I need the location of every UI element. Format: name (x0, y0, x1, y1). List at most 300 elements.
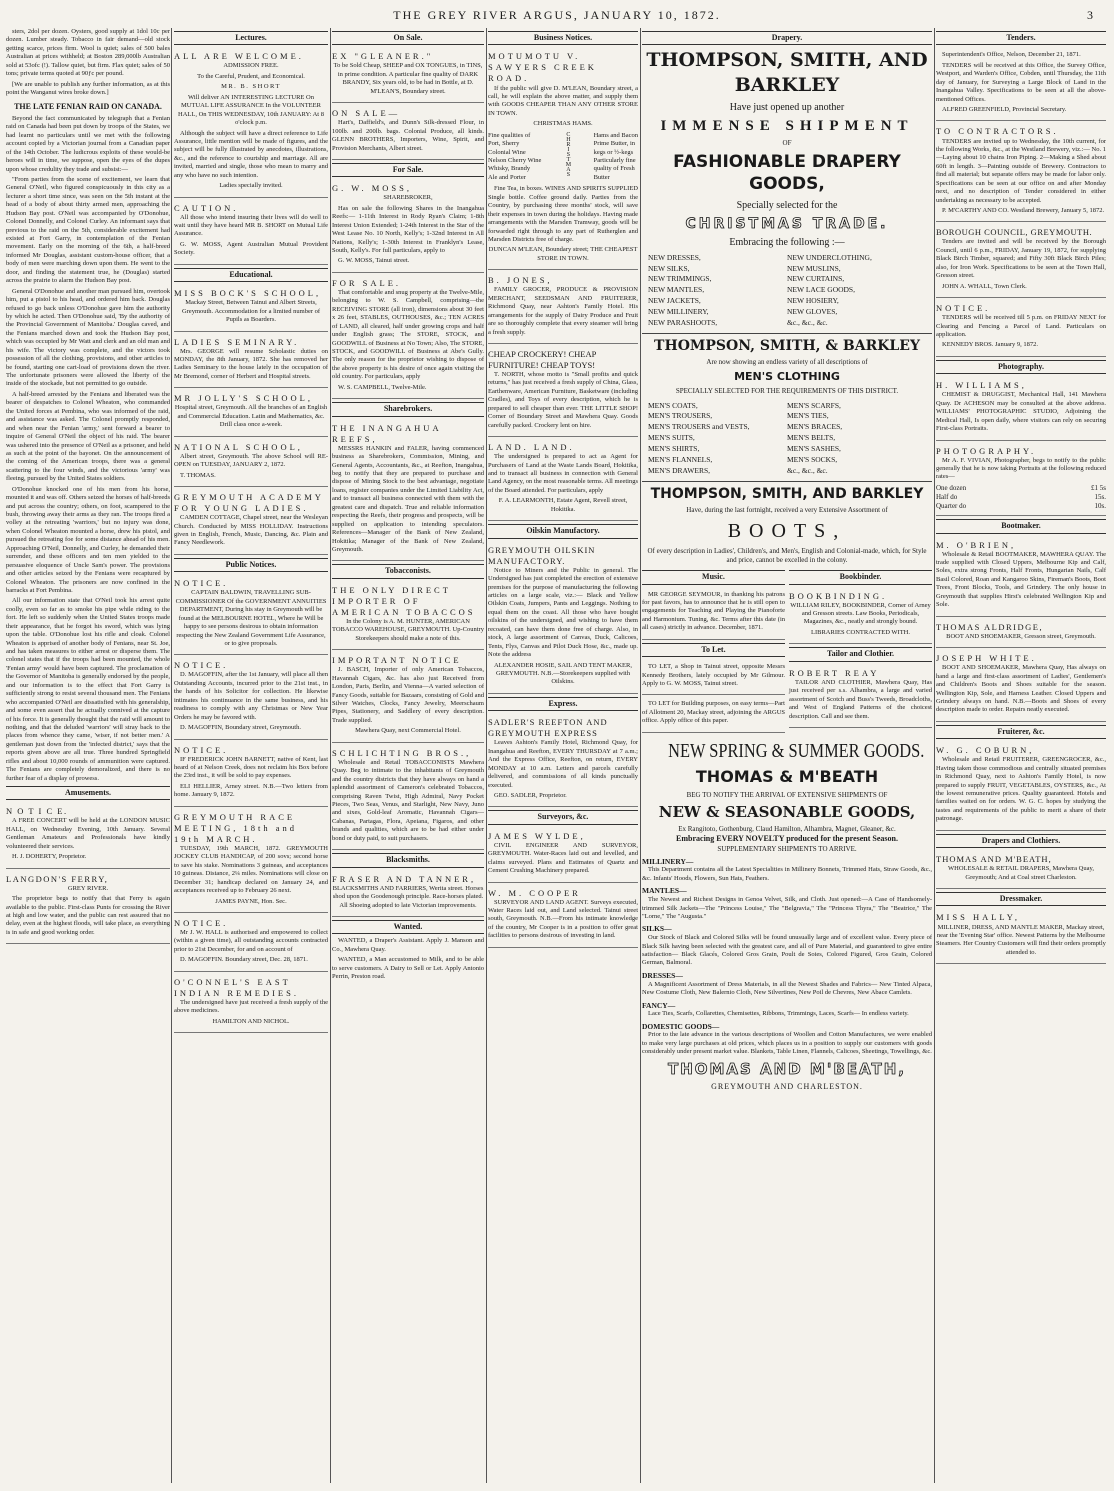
ad-body: Will deliver AN INTERESTING LECTURE On MUTUAL LIFE ASSURANCE In the VOLUNTEER HALL, On THIS WEDNESDAY, 10th JANUARY: At 8 o'clock p.m. (178, 93, 324, 127)
sale-ad (332, 48, 484, 103)
ad-body: CAPTAIN BALDWIN, TRAVELLING SUB-COMMISSIONER Of the GOVERNMENT ANNUITIES DEPARTMENT, During his stay in Greymouth will be found at the MELBOURNE HOTEL, Where he Will be happy to see persons desirous to obtain information respecting the New Zealand Government Life Assurance, or to give proposals. (175, 589, 327, 647)
section-header-drapery: Drapery. (642, 31, 932, 45)
rate-label: One dozen (936, 483, 967, 492)
notice-ad (174, 915, 328, 972)
ad-title: LADIES SEMINARY. (174, 336, 300, 347)
ad-body: Has on sale the following Shares in the Inangahua Reefs:— 1-11th Interest in Rody Ryan's Claim; 1-8th Interest Union Extended; 1-24th Interest in the Star of the West Lease No. 10 North, Kelly's; 1-32nd Interest in All Nations, Kelly's; 1-30th Interest in Franklyn's Lease, South, Kelly's. For full particulars, apply to (332, 204, 484, 255)
ad-body: MR GEORGE SEYMOUR, in thanking his patrons for past favors, has to announce that he is still open to engagements for Teaching and Playing the Pianoforte and Harmonium. Tuning, &c. Terms after this date (in all cases) strictly in advance. December, 1871. (642, 590, 785, 632)
ad-signature: ALEXANDER HOSIE, SAIL AND TENT MAKER, GREYMOUTH. N.B.—Storekeepers supplied with Oilskins. (493, 661, 632, 686)
tsb-heading: THOMPSON, SMITH, AND BARKLEY (646, 49, 928, 97)
category-text: Prior to the late advance in the various descriptions of Woollen and Cotton Manufactures, we were enabled to make very large purchases at old prices, which places us in a position to supply our customers with goods considerably under present market value. Blankets, Table Linen, Flannels, Calicoes, Sheetings, Towellings, &c. (642, 1031, 932, 1056)
article-paragraph: O'Donohue knocked one of his men from his horse, mounted it and was off. Others seized the horses of half-breeds and put across the country; others, on foot, scampered to the bush, throwing away their arms as they ran. The troops fired a volley at the retreating 'warriors,' but no injury was done, when Colonel Wheaton mounted a horse, drew his pistol, and pursued the retreating foe for some distance ahead of his men. Approaching O'Neil, Donnelly, and Curley, he demanded their surrender, and these officers and ten men yielded to the persuasive eloquence of Uncle Sam's power. The provisions and other articles seized by the Fenians were recaptured by Colonel Wheaton. The prisoners are now confined in the barracks at Fort Pembina. (6, 485, 170, 594)
small-ads-right (789, 567, 932, 735)
list-item: &c., &c., &c. (787, 317, 828, 327)
ad-body: TO LET, a Shop in Tainui street, opposite Messrs Kennedy Brothers, lately occupied by Mr Gilmour. Apply to G. W. MOSS, Tainui street. (642, 663, 785, 687)
ad-title: H. WILLIAMS, (936, 380, 1027, 391)
ad-body: To the Careful, Prudent, and Economical. (197, 72, 305, 80)
lecture-ad (174, 48, 328, 197)
ad-title: JAMES WYLDE, (488, 830, 586, 841)
christmas-vertical-text: CHRISTMAS (565, 131, 572, 177)
list-item: Port, Sherry (488, 140, 520, 148)
list-item: Prime Butter, in (593, 140, 636, 148)
bootmaker-ad (936, 650, 1106, 722)
caution-ad (174, 200, 328, 265)
ad-title: JOSEPH WHITE. (936, 653, 1037, 664)
ad-body: That comfortable and snug property at the Twelve-Mile, belonging to W. S. Campbell, comprising—the RECEIVING STORE (all iron), dimensions about 30 feet x 26 feet, STABLES, OUTHOUSES, &c.; TEN ACRES of LAND, all cleared, half under growing crops and half under English grass; The STORE, STOCK, and GOODWILL of Business at No Town; Also, The STORE, STOCK, and GOODWILL of Business at Abe's Gully. The only reason for the proprietor wishing to dispose of the above property is his desire of once again visiting the old country. For particulars, apply (332, 288, 484, 381)
ad-body: CIVIL ENGINEER AND SURVEYOR, GREYMOUTH. Water-Races laid out and levelled, and claims surveyed. Plans and Estimates of Quartz and Cement Crushing Machinery prepared. (488, 841, 638, 875)
ad-body: BLACKSMITHS AND FARRIERS, Werita street. Horses shod upon the Goodenough principle. Race-horses plated. All Shoeing adopted to late Victorian improvements. (332, 884, 484, 909)
surveyor-ad (488, 885, 638, 948)
boots-body: Of every description in Ladies', Children's, and Men's, English and Colonial-made, which, for Style and price, cannot be excelled in the colony. (647, 546, 927, 565)
list-right (787, 253, 926, 329)
rate-price: £1 5s (1091, 483, 1106, 492)
ad-title: GREYMOUTH RACE MEETING, 18th and 19th MARCH. (174, 811, 298, 844)
school-ad (174, 334, 328, 389)
ad-signature: HAMILTON AND NICHOL. (212, 1017, 290, 1025)
of-text: OF (782, 139, 792, 148)
ad-body: Mr A. F. VIVIAN, Photographer, begs to notify to the public generally that he is now taking Portraits at the following reduced rates— (936, 456, 1106, 481)
tobacco-ad (332, 652, 484, 743)
oilskin-ad (488, 542, 638, 694)
ad-body: To be Sold Cheap, SHEEP and OX TONGUES, in TINS, in prime condition. A particular fine quality of DARK BRANDY, Six years old, to be had in Bottle, at D. M'LEAN'S, Boundary street. (333, 62, 483, 95)
race-meeting-ad (174, 809, 328, 913)
ad-subtitle: ADMISSION FREE. (223, 62, 279, 70)
ad-title: LANGDON'S FERRY, (6, 873, 109, 884)
ad-title: M. O'BRIEN, (936, 539, 1017, 550)
list-item: Butter (593, 173, 610, 181)
ad-signature: ELI HELLIER, Arney street. N.B.—Two letters from home. January 9, 1872. (174, 782, 328, 799)
remedies-ad (174, 974, 328, 1033)
section-header-blacksmiths: Blacksmiths. (332, 853, 484, 867)
ad-signature: G. W. MOSS, Tainui street. (338, 257, 410, 265)
category-text: A Magnificent Assortment of Dress Materials, in all the Newest Shades and Fabrics— New Tinted Alpaca, New Costume Cloth, New Balernio Cloth, New Silvertines, New Poil de Chevres, New Abace Camlets. (642, 980, 932, 997)
ad-body: Mackay Street, Between Tainui and Albert Streets, Greymouth. Accommodation for a limited number of Pupils as Boarders. (181, 299, 321, 324)
notice-ad (174, 657, 328, 739)
category-list (642, 857, 932, 1057)
ad-title: GREYMOUTH OILSKIN MANUFACTORY. (488, 544, 596, 566)
seasonable-heading: NEW & SEASONABLE GOODS, (658, 802, 916, 821)
list-item: MEN'S SHIRTS, (648, 444, 700, 454)
list-left (648, 401, 787, 477)
ad-body: IF FREDERICK JOHN BARNETT, native of Kent, last heard of at Nelson Creek, does not reclaim his Box before the 23rd inst., it will be sold to pay expenses. (174, 755, 328, 780)
list-item: MEN'S SCARFS, (787, 400, 841, 410)
ad-body: CAMDEN COTTAGE, Chapel street, near the Wesleyan Church. Conducted by MISS HOLLIDAY. Instructions given in English, French, Music, Dancing, &c. Plain and Fancy Needlework. (174, 514, 328, 547)
ad-title: BOOKBINDING. (789, 590, 888, 601)
ad-title: NATIONAL SCHOOL, (174, 441, 303, 452)
ad-title: ROBERT REAY (789, 667, 880, 678)
column-rule (640, 28, 641, 1483)
ad-title: ALL ARE WELCOME. (174, 51, 304, 62)
wanted-ad: WANTED, a Man accustomed to Milk, and to be able to serve customers. A Dairy to Sell or Let. Apply Antonio Perrin, Preston road. (332, 956, 484, 981)
list-item: &c., &c., &c. (787, 465, 828, 475)
notice-ad (174, 575, 328, 655)
list-item: NEW MILLINERY, (648, 307, 709, 317)
ad-body: Wholesale & Retail BOOTMAKER, MAWHERA QUAY. The trade supplied with Closed Uppers, Melbourne Kip and Calf, Soles, extra strong Fronts, Half Fronts, Hungarian Nails, Calf Basil Colored, Roan and Kangaroo Skins, Fireman's Boots, Boot Trees, Front Blocks, Tools, and Grindery. The only house in Greymouth that supplies Hirst's celebrated Wellington Kip and Sole. (936, 550, 1106, 609)
ad-title: NOTICE. (936, 303, 991, 314)
ad-subtitle: SHAREBROKER, (383, 194, 433, 202)
category-name: DRESSES— (642, 970, 683, 980)
lecturer-name: MR. B. SHORT (221, 83, 281, 91)
list-item: Hams and Bacon (593, 131, 638, 139)
contractors-ad (936, 123, 1106, 222)
list-item: NEW UNDERCLOTHING, (787, 252, 872, 262)
list-item: MEN'S BELTS, (787, 433, 836, 443)
ad-signature: H. J. DOHERTY, Proprietor. (12, 853, 87, 861)
list-item: Fine qualities of (488, 131, 531, 139)
ad-body: Hospital street, Greymouth. All the branches of an English and Commercial Education. Latin and Mathematics, &c. Drill class once a-week. (174, 404, 328, 429)
category-text: The Newest and Richest Designs in Genoa Velvet, Silk, and Cloth. Just opened:—A Case of Handsomely-trimmed Silk Jackets—The "Princess Louise," The "Belgravia," The "Princess Thyra," The "Beatrice," The "Lorne," The "Augusta." (642, 896, 932, 920)
school-ad (174, 439, 328, 487)
school-ad (174, 285, 328, 331)
column-2 (174, 28, 328, 1483)
list-item: NEW PARASHOOTS, (648, 317, 718, 327)
section-header-for-sale: For Sale. (332, 163, 484, 177)
surveyor-ad (488, 828, 638, 883)
ad-title: EX "GLEANER." (332, 51, 434, 62)
ad-body: WILLIAM RILEY, BOOKBINDER, Corner of Arney and Gresson streets. Law Books, Periodicals, Magazines, &c., neatly and strongly bound. (790, 601, 931, 626)
divider (642, 333, 932, 334)
ad-body: TENDERS are invited up to Wednesday, the 10th current, for the following Works, &c., at the Westland Brewery, viz.:— No. 1—Laying about 10 chains Iron Piping. 2—Making a Shed about 60ft in length. 3—Painting outside of Brewery. Contractors to find all material; but separate offers may be made for labor only. Specifications can be seen at our office on and after Monday next, and no description of Tender considered in either undertaking as necessary to be accepted. (936, 137, 1106, 204)
category-name: MANTLES— (642, 886, 687, 896)
ad-title: CHEAP CROCKERY! CHEAP FURNITURE! CHEAP TOYS! (488, 348, 596, 370)
express-ad (488, 714, 638, 807)
category-fancy (642, 1001, 932, 1019)
christmas-trade-heading: CHRISTMAS TRADE. (685, 215, 889, 232)
column-rule (934, 28, 935, 1483)
borough-ad (936, 224, 1106, 298)
list-item: Whisky, Brandy (488, 165, 531, 173)
ad-title: FOR SALE. (332, 277, 402, 288)
ad-title: W. M. COOPER (488, 887, 581, 898)
tobacco-ad (332, 745, 484, 850)
christmas-table (488, 132, 638, 183)
list-item: MEN'S TROUSERS, (648, 411, 713, 421)
ad-signature: T. THOMAS. (180, 471, 216, 479)
blacksmith-ad (332, 871, 484, 917)
column-6 (936, 28, 1106, 1483)
ad-body: T. NORTH, whose motto is "Small profits and quick returns," has just received a fresh supply of China, Glass, Earthenware, American Furniture, Basketware (including Cradles), and Toys of every description, which he is prepared to sell cheaper than ever. THE LITTLE SHOP! Corner of Boundary Street and Mawhera Quay. Goods carefully packed. Crockery lent on hire. (488, 371, 638, 429)
list-item: Colonial Wine (488, 148, 526, 156)
article-paragraph: Beyond the fact communicated by telegraph that a Fenian raid on Canada had been put down by troops of the States, we had learnt no particulars until we met with the following account copied by a Victorian journal from a Canadian paper of the 14th October. The ludicrous exploits of these would-be heroes will in time, we suppose, open the eyes of the dupes upon whose credulity they trade and subsist:— (6, 114, 170, 173)
ad-body: D. MAGOFFIN, after the 1st January, will place all then Outstanding Accounts, incurred prior to the 21st inst., in the hands of his Solicitor for collection. He likewise intimates his continuance in the same business, and his readiness to comply with any Christmas or New Year Orders he may be favored with. (174, 671, 328, 721)
ad-title: TO CONTRACTORS. (936, 126, 1059, 137)
ad-signature: GEO. SADLER, Proprietor. (494, 791, 567, 799)
ad-title: THE ONLY DIRECT IMPORTER OF AMERICAN TOBACCOS (332, 584, 476, 617)
list-item: NEW MANTLES, (648, 285, 705, 295)
ad-body: SURVEYOR AND LAND AGENT. Surveys executed, Water Races laid out, and Land selected. Tainui street south, Greymouth. N.B.—From his intimate knowledge of the country, Mr Cooper is in a position to offer great facilities to persons desirous of investing in land. (488, 898, 638, 940)
ad-body: If the public will give D. M'LEAN, Boundary street, a call, he will explain the above matter, and supply them with GOODS CHEAPER THAN ANY OTHER STORE IN TOWN. (488, 84, 638, 117)
ad-title: PHOTOGRAPHY. (936, 445, 1037, 456)
section-header-business-notices: Business Notices. (488, 31, 638, 45)
section-header-dressmaker: Dressmaker. (936, 892, 1106, 906)
ad-body: Mrs. GEORGE will resume Scholastic duties on MONDAY, the 8th January, 1872. She has removed her Ladies Seminary to the house lately in the occupation of Mr Bremond, corner of Herbert and Hospital streets. (174, 347, 328, 380)
fruiterer-ad (936, 742, 1106, 831)
list-item: MEN'S BRACES, (787, 422, 843, 432)
tsb-subheading: Have just opened up another (729, 101, 845, 113)
received-text: Have, during the last fortnight, received a very Extensive Assortment of (686, 505, 888, 514)
tobacco-ad (332, 582, 484, 650)
fashionable-heading: FASHIONABLE DRAPERY GOODS, (673, 152, 901, 195)
ad-title: LAND. LAND. (488, 442, 575, 453)
to-let-ad (642, 697, 785, 732)
music-ad (642, 588, 785, 640)
section-header-fruiterer: Fruiterer, &c. (936, 725, 1106, 739)
list-item: NEW GLOVES, (787, 307, 838, 317)
ad-body: The undersigned is prepared to act as Agent for Purchasers of Land at the Waste Lands Board, Hokitika, and to transact all business in connection with General Land Agency, on the most reasonable terms. All meetings of the Board attended. For particulars, apply (488, 453, 638, 494)
market-report: sters, 2dol per dozen. Oysters, good supply at 1dol 10c per dozen. Lumber steady. Tobacco in fair demand—old stock getting scarce, prices firm. Wool is quiet; sales of 500 bales Australian at prices withheld; at Boston 289,000lb Australian sold at 53ofc (!). Tallow quiet, but firm. Flax quiet; sales of 50 tons; private terms quoted at 90ƒc per pound. (6, 28, 170, 78)
novelty-text: Embracing EVERY NOVELTY produced for the present Season. (676, 834, 898, 844)
thomas-mbeath-heading: THOMAS & M'BEATH (695, 766, 879, 786)
wine-list (488, 132, 541, 183)
ad-body: Tenders are invited and will be received by the Borough Council, until 6 p.m., FRIDAY, January 19, 1872, for supplying Black Birch Timber, squared; and Fifty 30ft Black Birch Piles; also, for Iron Work. Specifications to be seen at the Town Hall, Gresson street. (936, 238, 1106, 280)
masthead-title: THE GREY RIVER ARGUS, JANUARY 10, 1872. (393, 8, 721, 22)
thomas-mbeath-footer: THOMAS AND M'BEATH, (667, 1059, 907, 1078)
rate-row (936, 484, 1106, 493)
ham-list (594, 132, 638, 183)
list-item: Particularly fine (593, 157, 636, 165)
list-item: Nelson Cherry Wine (488, 157, 542, 165)
ad-body: TUESDAY, 19th MARCH, 1872. GREYMOUTH JOCKEY CLUB HANDICAP, of 200 sovs; second horse to save his stake. Nominations 3 guineas, and acceptances 10 guineas. Distance, 2¼ miles. Nominations will close on December 31; handicap declared on January 24, and acceptances received up to February 26 next. (174, 844, 328, 895)
boots-heading: BOOTS, (727, 519, 847, 542)
wanted-ad: WANTED, a Draper's Assistant. Apply J. Manson and Co., Mawhera Quay. (332, 937, 484, 953)
small-ads-grid (642, 567, 932, 735)
category-name: DOMESTIC GOODS— (642, 1021, 720, 1031)
tsb-heading-2: THOMPSON, SMITH, & BARKLEY (654, 337, 920, 354)
list-item: NEW LACE GOODS, (787, 285, 855, 295)
section-header-wanted: Wanted. (332, 920, 484, 934)
ad-body: FAMILY GROCER, PRODUCE & PROVISION MERCHANT, SEEDSMAN AND FRUITERER, Richmond Quay, near Ashton's Family Hotel. His arrangements for the supply of Dairy Produce and Fruit are so thoroughly complete that every steamer will bring a fresh supply. (488, 286, 638, 336)
ad-body: The proprietor begs to notify that that Ferry is again available to the public. First-class Punts for crossing the River at high and low water, and the public can rest assured that no delay, even at the highest floods, will take place, as everything is in safe and good working order. (6, 895, 170, 936)
new-spring-heading: NEW SPRING & SUMMER GOODS. (668, 739, 925, 762)
ad-signature: F. A. LEARMONTH, Estate Agent, Revell street, Hokitika. (498, 497, 628, 513)
property-ad (332, 275, 484, 399)
dressmaker-ad (936, 909, 1106, 964)
divider (642, 481, 932, 482)
section-header-music: Music. (642, 570, 785, 584)
ad-footer: Ladies specially invited. (219, 182, 283, 190)
land-ad (488, 439, 638, 521)
column-rule (486, 28, 487, 1483)
ad-body: Wholesale and Retail TOBACCONISTS Mawhera Quay. Beg to intimate to the inhabitants of Greymouth and the country districts that they have always on hand a splendid assortment of Cameron's celebrated Tobaccos, comprising Raven Twist, High Admiral, Navy Pocket Pieces, Two Seas, Venus, and Starlight, New Navy, Juno and sixes, Gold-leaf Aromatic, Havannah Cigars—Cabanas, Partagas, Flora, Apeiana, Figaros, and other brands and qualities, which are to be had either under bond or duty paid, to suit purchasers. (332, 758, 484, 842)
notice-ad (936, 300, 1106, 357)
section-header-educational: Educational. (174, 268, 328, 282)
ad-body: MILLINER, DRESS, AND MANTLE MAKER, Mackay street, near the 'Evening Star' office. Newest Patterns by the Melbourne Steamers. Her Country Customers will find their orders promptly attended to. (936, 923, 1106, 956)
rate-row (936, 493, 1106, 502)
section-header-lectures: Lectures. (174, 31, 328, 45)
rate-price: 10s. (1094, 502, 1106, 511)
ad-title: W. G. COBURN, (936, 745, 1035, 756)
section-header-express: Express. (488, 697, 638, 711)
ad-title: MOTUMOTU V. SAWYERS CREEK ROAD. (488, 51, 597, 84)
list-right (787, 401, 926, 477)
category-domestic (642, 1022, 932, 1057)
list-item: MEN'S DRAWERS, (648, 465, 711, 475)
ad-signature: G. W. MOSS, Agent Australian Mutual Provident Society. (174, 240, 328, 257)
list-item: MEN'S SASHES, (787, 444, 841, 454)
drapery-list (648, 253, 926, 329)
ad-title: THOMAS ALDRIDGE, (936, 621, 1044, 632)
mens-clothing-heading: MEN'S CLOTHING (734, 370, 840, 384)
list-item: NEW CURTAINS, (787, 274, 845, 284)
ad-body: TENDERS will be received till 5 p.m. on FRIDAY NEXT for Clearing and Fencing a Parcel of Land. Particulars on application. (936, 314, 1106, 339)
section-header-surveyors: Surveyors, &c. (488, 810, 638, 824)
ad-signature: Mawhera Quay, next Commercial Hotel. (355, 727, 461, 735)
list-item: quality of Fresh (593, 165, 635, 173)
shares-ad (332, 180, 484, 273)
ad-title: THOMAS AND M'BEATH, (936, 854, 1052, 865)
category-name: MILLINERY— (642, 856, 694, 866)
ad-body: BOOT AND SHOEMAKER, Gresson street, Greymouth. (946, 632, 1096, 640)
ad-footer: LIBRARIES CONTRACTED WITH. (810, 628, 910, 636)
ad-subtitle: GREY RIVER. (67, 884, 109, 892)
section-header-tailor: Tailor and Clothier. (789, 647, 932, 661)
category-name: FANCY— (642, 1000, 676, 1010)
ad-body: Leaves Ashton's Family Hotel, Richmond Quay, for Inangahua and Reefton, EVERY THURSDAY at 7 a.m.; And the Express Office, Reefton, on return, EVERY MONDAY at 10 a.m. Letters and parcels carefully delivered, and commissions of all kinds punctually executed. (488, 739, 638, 789)
section-header-bookbinder: Bookbinder. (789, 570, 932, 584)
beg-text: BEG TO NOTIFY THE ARRIVAL OF EXTENSIVE SHIPMENTS OF (686, 790, 888, 799)
ad-body: Wholesale and Retail FRUITERER, GREENGROCER, &c., Having taken those commodious and centrally situated premises in Richmond Quay, next to Ashton's Family Hotel, is now prepared to supply FRUIT, VEGETABLES, OYSTERS, &c., At the lowest remunerative prices. Quality guaranteed. Hotels and families waited on for orders. W. G. C. hopes by studying the tastes and requirements of the public to merit a share of their patronage. (936, 756, 1106, 823)
category-mantles (642, 886, 932, 921)
ad-subtitle: CHRISTMAS HAMS. (533, 120, 593, 128)
concert-notice (6, 803, 170, 868)
ad-title: N O T I C E. (6, 806, 68, 817)
ad-body: BOOT AND SHOEMAKER, Mawhera Quay, Has always on hand a large and first-class assortment of Ladies', Gentlemen's and Children's Boots and Shoes suitable for the season. Wellington Kip, Sole, and Harness Leather. Closed Uppers and Grindery always on hand. N.B.—Boots and Shoes of every description made to order. Repairs neatly executed. (936, 664, 1106, 714)
ad-body: Although the subject will have a direct reference to Life Assurance, little mention will be made of figures, and the subject will be fully illustrated by anecdotes, illustrations, &c., and the reference to courtship and marriage. All are invited, married and single, those who mean to marry and any who have no such intention. (174, 129, 328, 179)
page-number: 3 (1087, 8, 1094, 22)
column-1 (6, 28, 170, 1483)
ad-title: NOTICE. (174, 660, 229, 671)
category-text: Lace Ties, Scarfs, Collarettes, Chemisettes, Ribbons, Trimmings, Laces, Scarfs— In endless variety. (648, 1010, 909, 1018)
ad-body: Hart's, Daffield's, and Dunn's Silk-dressed Flour, in 100lb. and 200lb. bags. Colonial Produce, all kinds. GLENN BROTHERS, Importers, Wine, Spirit, and Provision Merchants, Albert street. (332, 119, 484, 152)
ad-body: A FREE CONCERT will be held at the LONDON MUSIC HALL, on Wednesday Evening, 10th January. Several Gentleman Amateurs and Professionals have kindly volunteered their services. (6, 817, 170, 850)
supplementary-text: SUPPLEMENTARY SHIPMENTS TO ARRIVE. (717, 844, 857, 853)
ad-title: NOTICE. (174, 578, 229, 589)
bootmaker-ad (936, 619, 1106, 648)
column-rule (330, 28, 331, 1483)
section-header-public-notices: Public Notices. (174, 558, 328, 572)
masthead (0, 8, 1114, 23)
to-let-ad (642, 660, 785, 695)
section-header-on-sale: On Sale. (332, 31, 484, 45)
list-item: NEW TRIMMINGS, (648, 274, 712, 284)
article-paragraph: All our information state that O'Neil took his arrest quite coolly, even so far as to smoke his pipe while riding to the fort. He left so suddenly when the United States troops made their appearance, that he forgot his sword, which was lying upon the table. O'Donohue lost his rifle and cloak. Colonel Wheaton is apprised of another body of Fenians, near St. Joe, and has taken measures to either arrest or disperse them. The colonel states that if the troops had been mounted, the whole 'Fenian army' would have been captured. The proclamation of the Governor of Manitoba is generally endorsed by the people, and our information is to the effect that Fort Garry is sufficiently strong to resist several thousand men. The Fenians who accompanied O'Neil are dissatisfied with his generalship, and some even assert that he actually connived at the capture of his force. It is generally thought that the raid will amount to nothing, and that the deluded 'warriors' will stray back to the places from whence they came, 'wiser, if not better men.' A gentleman just down from the 'infected district,' says that the reports given above are all true. Three hundred Springfield rifles and about 10,000 rounds of ammunition were captured. The Fenians are completely demoralized, and there is no further fear of a display of prowess. (6, 597, 170, 782)
ad-body: J. BASCH, Importer of only American Tobaccos, Havannah Cigars, &c. has also just Received from London, Paris, Berlin, and Vienna—A varied selection of Fancy Goods, suitable for Bazaars, consisting of Gold and Silver Watches, Clocks, Fancy Jewelry, Meerschaum Pipes, Stationery, and Saddlery of every description. Trade supplied. (332, 666, 484, 724)
list-item: NEW DRESSES, (648, 252, 701, 262)
greymouth-charleston: GREYMOUTH AND CHARLESTON. (711, 1082, 863, 1092)
column-3 (332, 28, 484, 1483)
ad-title: IMPORTANT NOTICE (332, 655, 462, 666)
category-millinery (642, 857, 932, 884)
article-paragraph: General O'Donohue and another man pursued him, overtook him, put a pistol to his head, and ordered him back. Douglas refused to go back unless O'Donohue gave him the authority by which he acted. Then O'Donohue said, 'By the authority of the Provincial Government of Manitoba.' Douglas caved, and the Fenians marched down and took the Hudson Bay post, which was occupied by Mr Watt and clerk and an old man and his wife. The victory was complete, and the victors took possession of all the clothing, provisions, and other articles to be found, starting one cart-load of provisions down the river. The unfortunate prisoners were allowed the liberty of the inside of the stockade, but not permitted to go outside. (6, 287, 170, 388)
list-left (648, 253, 787, 329)
list-item: kegs or ½-kegs (593, 148, 634, 156)
ad-body: MESSRS HANKIN and FALER, having commenced business as Sharebrokers, Commission, Mining, and General Agents, Accountants, &c., at Reefton, Inangahua, beg to notify that they are prepared to purchase and dispose of Mining Stock to the best advantage, negotiate loans, register companies under the Limited Liability Act, and to transact all business connected with them with the greatest care and dispatch. True and reliable information respecting the Reefs, their progress and prospects, will be supplied on application to intending speculators. References—Manager of the Bank of New Zealand, Hokitika; Manager of the Bank of New Zealand, Greymouth. (332, 444, 484, 553)
specially-text: Specially selected for the (736, 199, 838, 211)
ad-signature: D. MAGOFFIN, Boundary street, Greymouth. (180, 724, 301, 732)
ad-signature: P. M'CARTHY AND CO. Westland Brewery, January 5, 1872. (942, 207, 1105, 214)
ad-body: Albert street, Greymouth. The above School will RE-OPEN on TUESDAY, JANUARY 2, 1872. (174, 452, 328, 469)
ad-title: FRASER AND TANNER, (332, 873, 477, 884)
ad-body: TENDERS will be received at this Office, the Survey Office, Westport, and Warden's Office, Cobden, until Thursday, the 11th day of January, for Surveying a Large Block of Land in the Inangahua Valley. Specifications to be seen at all the above-mentioned Offices. (936, 61, 1106, 103)
section-header-tenders: Tenders. (936, 31, 1106, 45)
list-item: NEW SILKS, (648, 263, 690, 273)
rate-label: Quarter do (936, 502, 967, 511)
ad-body: TO LET for Building purposes, on easy terms—Part of Allotment 20, Mackay street, adjoining the ARGUS office. Apply office of this paper. (642, 700, 785, 725)
ad-title: MISS HALLY, (936, 912, 1020, 923)
bootmaker-ad (936, 537, 1106, 617)
ad-title: NOTICE. (174, 744, 229, 755)
ad-body: Fine Tea, in boxes. WINES AND SPIRITS SUPPLIED Single bottle. Coffee ground daily. Parties from the Country, by purchasing three months' stock, will save their expenses in town during the holidays. Having made arrangements with the Marsden Tramway, goods will be forwarded right through to any part of Rutherglen and Marsden Districts free of charge. (488, 185, 638, 243)
ad-title: CAUTION. (174, 202, 239, 213)
ad-body: Notice to Miners and the Public in general. The Undersigned has just completed the erection of extensive premises for the purpose of manufacturing the following articles on a large scale, viz.:— Black and Yellow Oilskin Coats, Jumpers, Pants and Leggings. Nothing to equal them on the coast. All those who have bought oilskins of the undersigned, and wishing to have them recoated, can have them done free of charge. Also, in stock, A large assortment of Canvas, Duck, Calicoes, Tents, Flys, Canvas and Pilot Duck Hose, &c., made up. Note the address (488, 566, 638, 659)
tsb-heading-3: THOMPSON, SMITH, AND BARKLEY (650, 485, 924, 502)
article-paragraph: "From parties from the scene of excitement, we learn that General O'Neil, who figured conspicuously in this city as a lecturer a short time since, was seen on the 5th instant at the head of a body of about thirty armed men, approaching the Hudson Bay post. O'Neil was accompanied by O'Donohue, Colonel Donnelly, and Colonel Curley. An informant says that previous to the raid on the 5th, considerable excitement had existed at Fort Garry, in contemplation of the Fenian movement. Early on the morning of the 6th, a half-breed informed Mr Douglas, assistant custom-house officer, that a body of men were marching down upon them. He went to the door, and finding the statement true, he (Douglas) started across the prairie to alarm the Hudson Bay post. (6, 175, 170, 285)
column-5-drapery (642, 28, 932, 1483)
drapers-ad (936, 851, 1106, 889)
section-header-sharebrokers: Sharebrokers. (332, 402, 484, 416)
ad-title: ON SALE— (332, 108, 401, 119)
ferry-notice (6, 871, 170, 945)
school-ad (174, 489, 328, 555)
ad-body: WHOLESALE & RETAIL DRAPERS, Mawhera Quay, Greymouth; And at Coal street Charleston. (948, 865, 1094, 881)
ad-title: NOTICE. (174, 917, 229, 928)
grocer-ad (488, 272, 638, 344)
list-item: NEW HOSIERY, (787, 296, 839, 306)
tender-ad (936, 48, 1106, 121)
ad-title: BOROUGH COUNCIL, GREYMOUTH. (936, 227, 1093, 238)
editor-note: [We are unable to publish any further information, as at this point the Wanganui wires broke down.] (6, 80, 170, 97)
section-header-drapers: Drapers and Clothiers. (936, 834, 1106, 848)
ad-body: Mr J. W. HALL is authorised and empowered to collect (within a given time), all outstanding accounts contracted prior to 21st December, for and on account of (174, 929, 328, 953)
ad-signature: JAMES PAYNE, Hon. Sec. (215, 897, 287, 905)
section-header-oilskin: Oilskin Manufactory. (488, 524, 638, 538)
ad-signature: KENNEDY BROS. January 9, 1872. (942, 341, 1038, 349)
column-rule (171, 28, 172, 1483)
sale-ad (332, 105, 484, 160)
section-header-tobacconists: Tobacconists. (332, 564, 484, 578)
mens-list (648, 401, 926, 477)
ad-dateline: Superintendent's Office, Nelson, December 21, 1871. (942, 51, 1081, 59)
immense-heading: IMMENSE SHIPMENT (660, 117, 914, 134)
ad-title: SCHLICHTING BROS., (332, 747, 472, 758)
ad-body: CHEMIST & DRUGGIST, Mechanical Hall, 141 Mawhera Quay. Dr ACHESON may be consulted at the above address. WILLIAMS' PHOTOGRAPHIC STUDIO, Adjoining the Medical Hall, Is open daily, where visitors can rely on securing First-class Portraits. (936, 391, 1106, 433)
article-paragraph: A half-breed arrested by the Fenians and liberated was the bearer of despatches to Colonel Wheaton, who commanded the United forces at Pembina, who was informed of the raid, and assistance was asked. The Colonel promptly responded, and when near the Fenian 'army,' sent forward a bearer to inquire of General O'Neil the object of his raid. The bearer was ushered into the presence of O'Neil as a prisoner, and held as such at the point of the bayonet. On the announcement of the coming of the American troops, there was a general scattering to the four winds, and the victorious 'army' was fleeing, pursued by the United States soldiers. (6, 390, 170, 483)
embracing-text: Embracing the following :— (729, 236, 845, 248)
section-header-bootmaker: Bootmaker. (936, 519, 1106, 533)
section-header-amusements: Amusements. (6, 786, 170, 800)
specially-text-2: SPECIALLY SELECTED FOR THE REQUIREMENTS OF THIS DISTRICT. (675, 387, 899, 396)
ad-signature: JOHN A. WHALL, Town Clerk. (942, 282, 1027, 290)
ad-signature: D. MAGOFFIN. Boundary street, Dec. 28, 1871. (180, 956, 308, 964)
crockery-ad (488, 346, 638, 437)
list-item: MEN'S TIES, (787, 411, 829, 421)
ad-body: In the Colony is A. M. HUNTER, AMERICAN TOBACCO WAREHOUSE, GREYMOUTH. Up-Country Storekeepers should make a note of this. (332, 617, 484, 642)
ad-title: B. JONES, (488, 275, 553, 286)
tailor-ad (789, 665, 932, 728)
small-ads-left (642, 567, 785, 735)
section-header-photography: Photography. (936, 360, 1106, 374)
list-item: MEN'S COATS, (648, 400, 698, 410)
ad-title: GREYMOUTH ACADEMY FOR YOUNG LADIES. (174, 492, 324, 514)
category-dresses (642, 971, 932, 998)
list-item: MEN'S FLANNELS, (648, 454, 713, 464)
list-item: MEN'S TROUSERS and VESTS, (648, 422, 750, 432)
news-headline: THE LATE FENIAN RAID ON CANADA. (14, 101, 162, 111)
list-item: NEW JACKETS, (648, 296, 701, 306)
ad-title: SADLER'S REEFTON AND GREYMOUTH EXPRESS (488, 717, 608, 739)
sharebroker-ad (332, 420, 484, 562)
ad-body: All those who intend insuring their lives will do well to wait until they have heard MR B. SHORT on Mutual Life Assurance. (174, 213, 328, 238)
